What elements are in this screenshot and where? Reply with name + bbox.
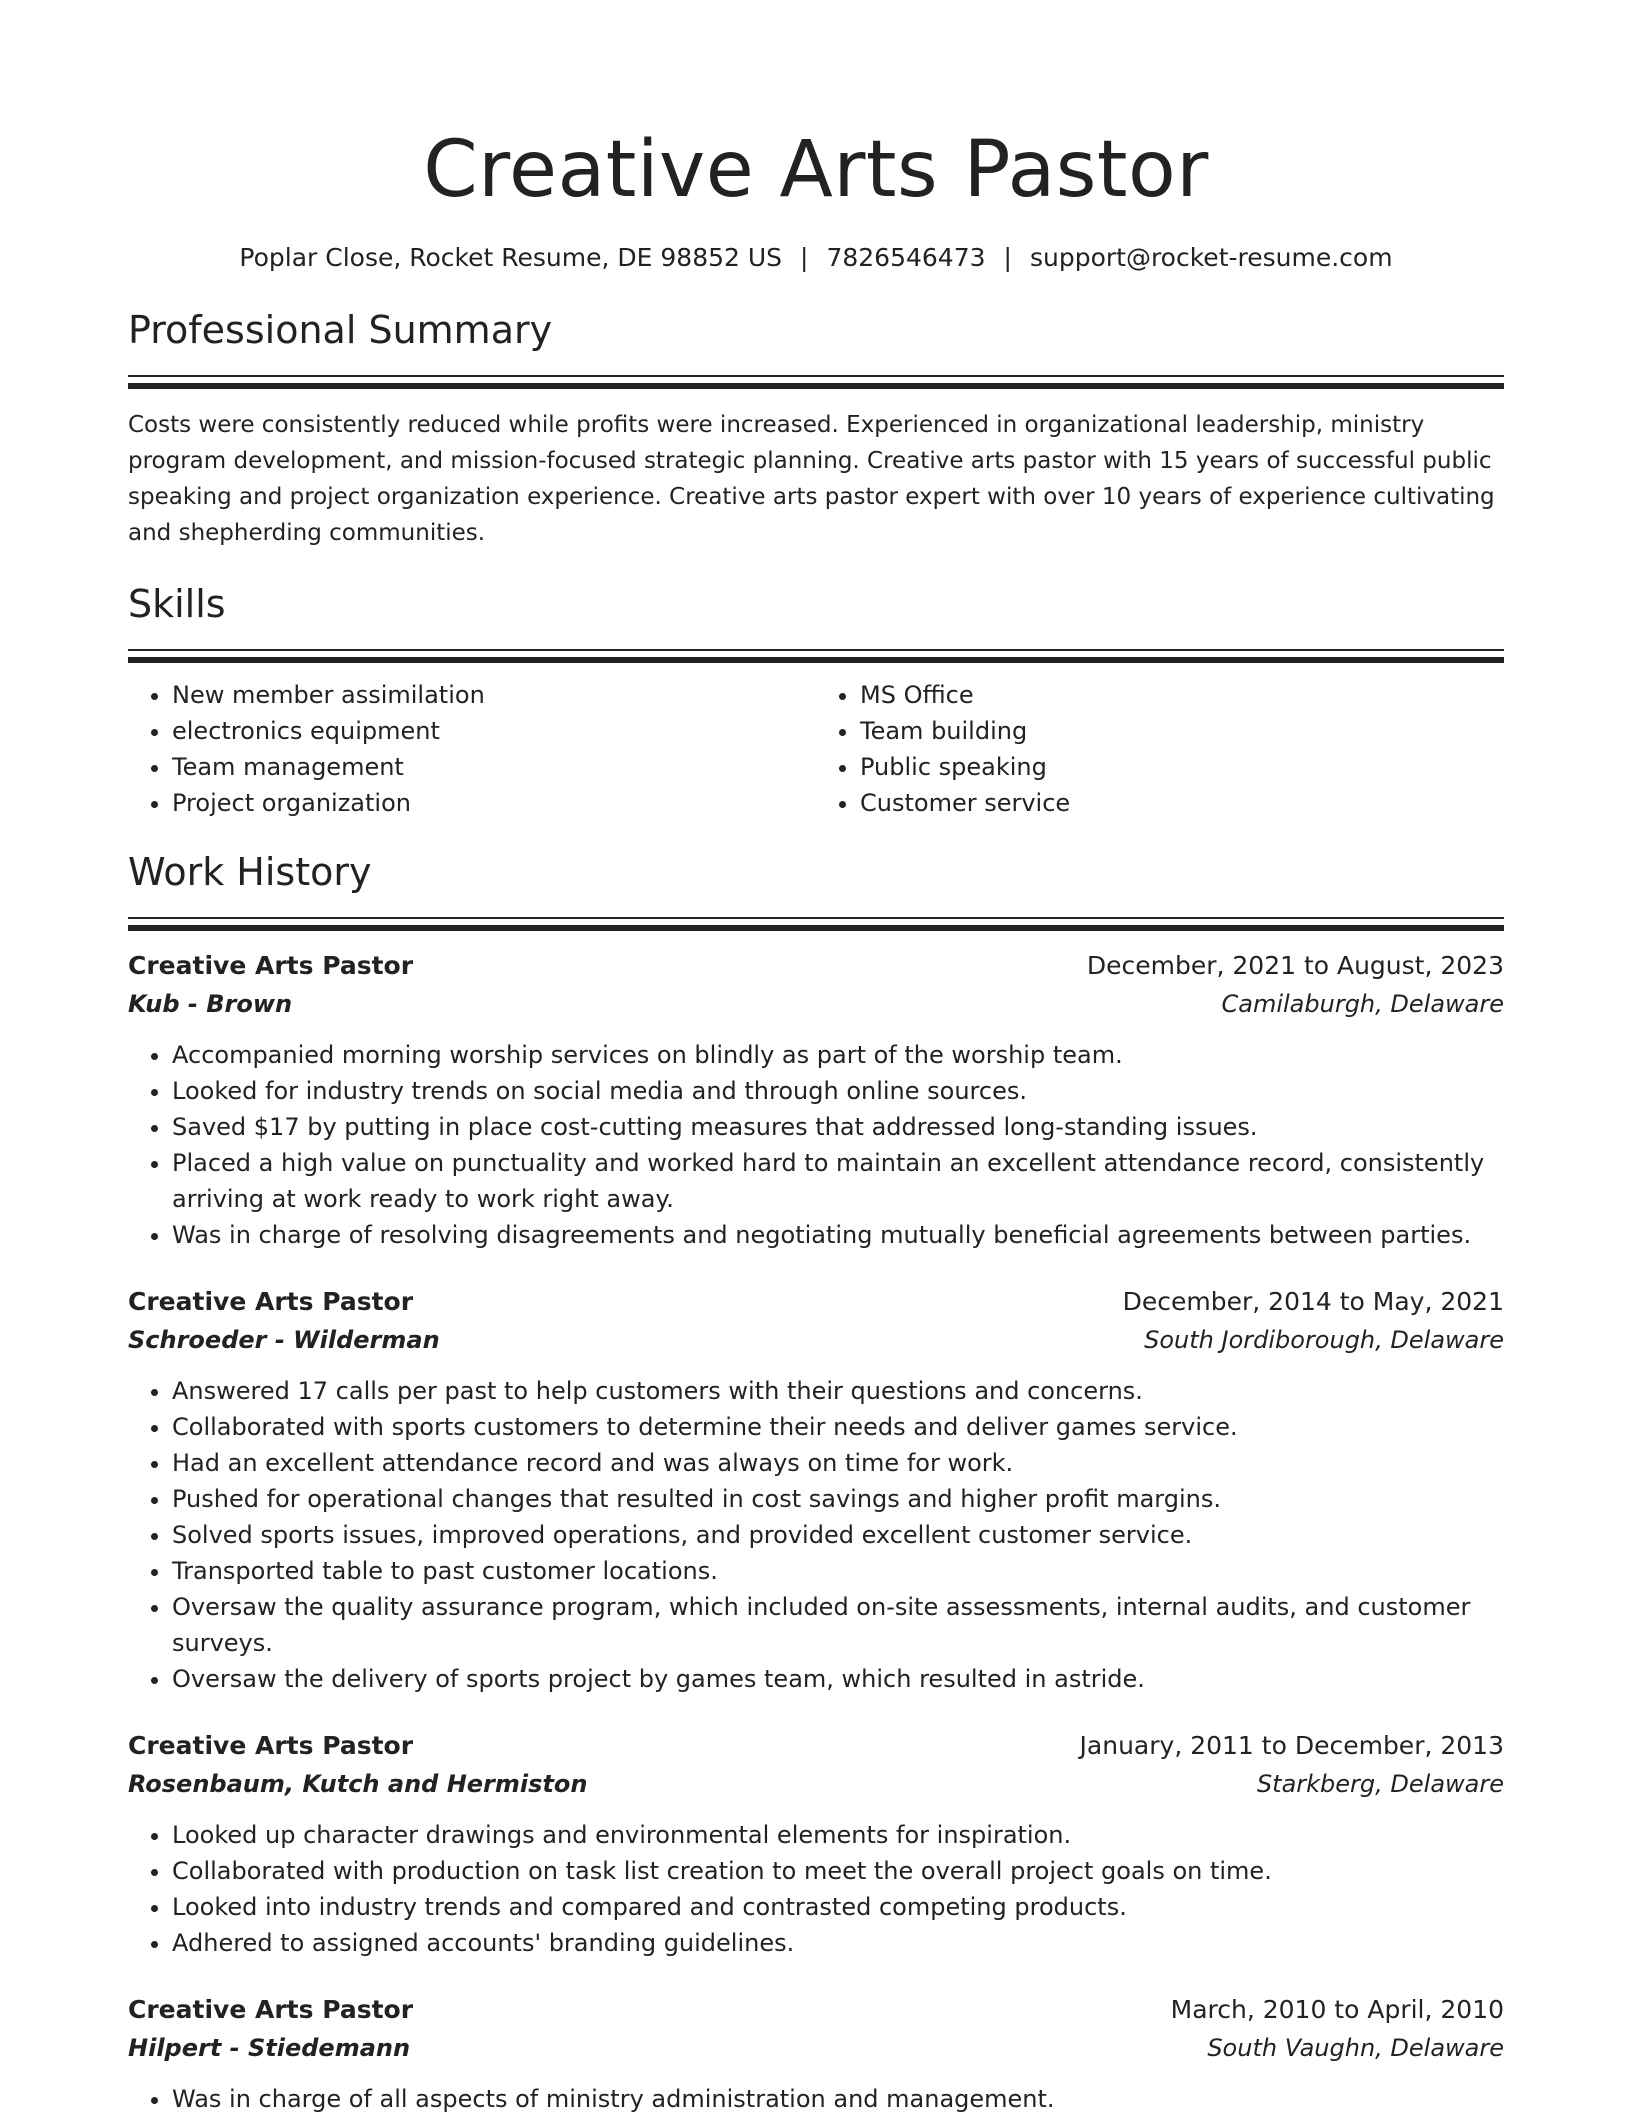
job-location: Camilaburgh, Delaware (1221, 990, 1504, 1018)
job-dates: January, 2011 to December, 2013 (1079, 1731, 1504, 1760)
job-bullet: • Was in charge of resolving disagreements and negotiating mutually beneficial agreements between parties. (172, 1217, 1504, 1253)
job-subheader (128, 985, 1504, 1023)
job-bullet: • Looked up character drawings and environmental elements for inspiration. (172, 1817, 1504, 1853)
job-subheader (128, 1321, 1504, 1359)
job-location: South Jordiborough, Delaware (1144, 1326, 1504, 1354)
job-bullet: • Oversaw the quality assurance program, which included on-site assessments, internal audits, and customer surveys. (172, 1589, 1504, 1661)
job-company: Rosenbaum, Kutch and Hermiston (128, 1770, 588, 1798)
job-entry (128, 1727, 1504, 1961)
job-subheader (128, 2029, 1504, 2067)
job-bullet: • Accompanied morning worship services on blindly as part of the worship team. (172, 1037, 1504, 1073)
job-header (128, 1991, 1504, 2029)
contact-email: support@rocket-resume.com (1029, 243, 1393, 272)
skills-list (128, 677, 1504, 821)
job-header (128, 947, 1504, 985)
job-bullets (128, 1373, 1504, 1697)
skills-title: Skills (128, 582, 226, 626)
job-bullet: • Placed a high value on punctuality and worked hard to maintain an excellent attendance record, consistently arriving at work ready to work right away. (172, 1145, 1504, 1217)
job-company: Hilpert - Stiedemann (128, 2034, 411, 2062)
job-title: Creative Arts Pastor (128, 1731, 414, 1760)
work-history-title: Work History (128, 850, 372, 894)
job-bullet: • Collaborated with production on task list creation to meet the overall project goals on time. (172, 1853, 1504, 1889)
job-bullet: • Solved sports issues, improved operations, and provided excellent customer service. (172, 1517, 1504, 1553)
job-header (128, 1727, 1504, 1765)
job-subheader (128, 1765, 1504, 1803)
section-divider (128, 649, 1504, 663)
job-bullet: • Pushed for operational changes that resulted in cost savings and higher profit margins. (172, 1481, 1504, 1517)
skill-item: • Public speaking (860, 749, 1504, 785)
job-title: Creative Arts Pastor (128, 1995, 414, 2024)
skill-item: • Project organization (172, 785, 816, 821)
job-dates: December, 2014 to May, 2021 (1122, 1287, 1504, 1316)
skills-section (128, 579, 1504, 821)
contact-address: Poplar Close, Rocket Resume, DE 98852 US (239, 243, 783, 272)
resume-name: Creative Arts Pastor (423, 125, 1209, 215)
skill-item: • Team management (172, 749, 816, 785)
job-entry (128, 1991, 1504, 2117)
skill-item: • New member assimilation (172, 677, 816, 713)
job-bullet: • Collaborated with sports customers to determine their needs and deliver games service. (172, 1409, 1504, 1445)
contact-separator: | (800, 243, 809, 272)
job-bullet: • Saved $17 by putting in place cost-cutting measures that addressed long-standing issues. (172, 1109, 1504, 1145)
job-dates: December, 2021 to August, 2023 (1086, 951, 1504, 980)
skills-column-right (816, 677, 1504, 821)
job-entry (128, 1283, 1504, 1697)
contact-line (128, 241, 1504, 275)
job-company: Schroeder - Wilderman (128, 1326, 440, 1354)
skill-item: • Customer service (860, 785, 1504, 821)
job-bullet: • Was in charge of all aspects of ministry administration and management. (172, 2081, 1504, 2117)
job-bullet: • Had an excellent attendance record and was always on time for work. (172, 1445, 1504, 1481)
section-divider (128, 375, 1504, 389)
summary-text: Costs were consistently reduced while profits were increased. Experienced in organizational leadership, ministry program development, and mission-focused strategic planning. Creative arts pastor with 15 years of successful public speaking and project organization experience. Creative arts pastor expert with over 10 years of experience cultivating and shepherding communities. (128, 412, 1495, 546)
job-bullet: • Looked into industry trends and compared and contrasted competing products. (172, 1889, 1504, 1925)
summary-section (128, 305, 1504, 551)
job-company: Kub - Brown (128, 990, 293, 1018)
job-bullet: • Transported table to past customer locations. (172, 1553, 1504, 1589)
job-header (128, 1283, 1504, 1321)
job-bullets (128, 1037, 1504, 1253)
skill-item: • Team building (860, 713, 1504, 749)
summary-title: Professional Summary (128, 308, 553, 352)
job-bullet: • Oversaw the delivery of sports project by games team, which resulted in astride. (172, 1661, 1504, 1697)
contact-separator: | (1003, 243, 1012, 272)
skill-item: • MS Office (860, 677, 1504, 713)
work-history-section (128, 847, 1504, 2117)
job-bullet: • Adhered to assigned accounts' branding guidelines. (172, 1925, 1504, 1961)
job-location: South Vaughn, Delaware (1207, 2034, 1504, 2062)
section-divider (128, 917, 1504, 931)
skill-item: • electronics equipment (172, 713, 816, 749)
job-bullets (128, 1817, 1504, 1961)
job-bullet: • Looked for industry trends on social media and through online sources. (172, 1073, 1504, 1109)
job-location: Starkberg, Delaware (1256, 1770, 1504, 1798)
job-entry (128, 947, 1504, 1253)
job-bullet: • Answered 17 calls per past to help customers with their questions and concerns. (172, 1373, 1504, 1409)
job-title: Creative Arts Pastor (128, 1287, 414, 1316)
job-dates: March, 2010 to April, 2010 (1170, 1995, 1504, 2024)
job-title: Creative Arts Pastor (128, 951, 414, 980)
skills-column-left (128, 677, 816, 821)
contact-phone: 7826546473 (826, 243, 986, 272)
